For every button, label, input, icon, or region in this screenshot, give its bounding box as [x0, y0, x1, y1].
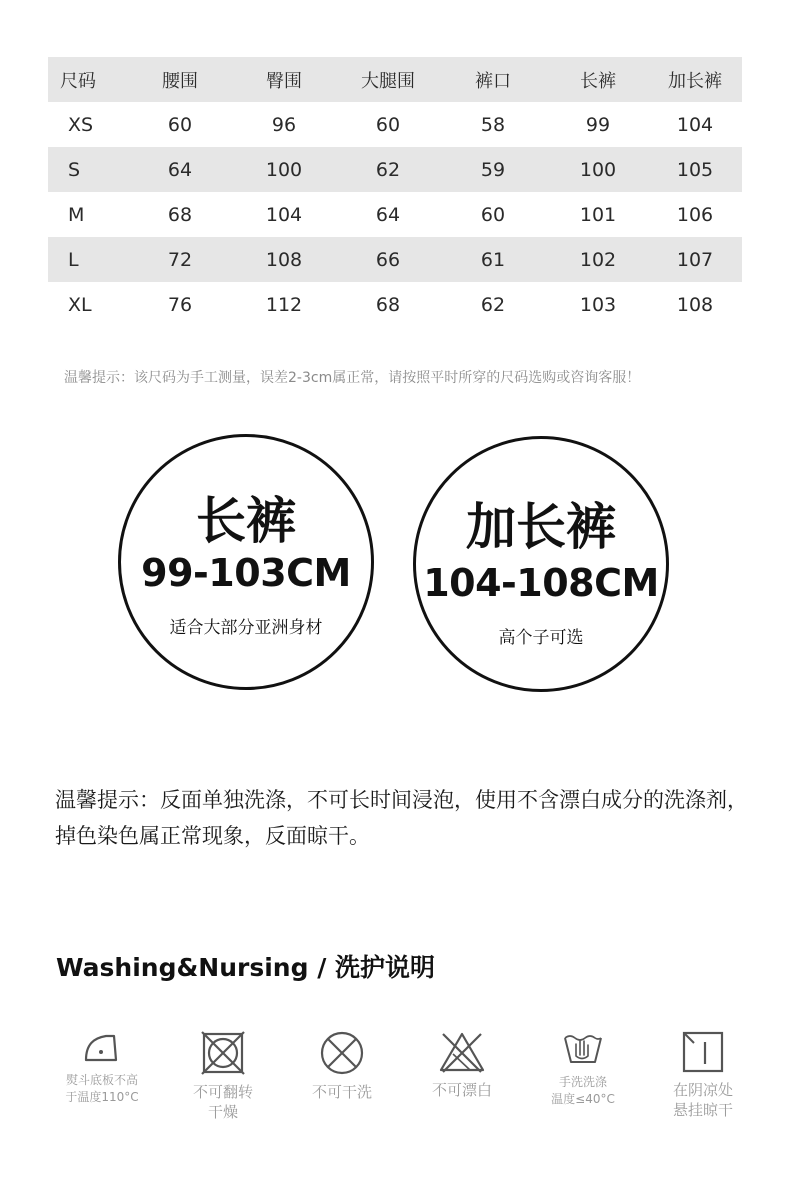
wash-item-no-tumble-dry [163, 1030, 283, 1122]
header-extra-long-pants: 加长裤 [668, 70, 722, 92]
table-cell: 76 [167, 293, 193, 316]
size-measurement-note: 温馨提示：该尺码为手工测量，误差2-3cm属正常，请按照平时所穿的尺码选购或咨询客服！ [64, 370, 641, 386]
wash-label-line: 不可干洗 [311, 1083, 372, 1101]
iron-icon [80, 1030, 124, 1064]
wash-label-line: 于温度110°C [65, 1090, 139, 1104]
no-bleach-icon [437, 1030, 487, 1074]
size-table [48, 57, 742, 327]
wash-label-line: 温度≤40°C [551, 1092, 615, 1106]
no-dry-clean-icon [319, 1030, 365, 1076]
table-cell: 60 [480, 203, 506, 226]
table-cell: 102 [579, 248, 617, 271]
washing-section-heading: Washing&Nursing / 洗护说明 [56, 953, 436, 982]
wash-item-iron [42, 1030, 162, 1106]
wash-label-line: 不可翻转 [192, 1083, 253, 1101]
length-option-title: 加长裤 [466, 498, 616, 556]
table-cell: 104 [265, 203, 303, 226]
shade-dry-icon [681, 1030, 725, 1074]
wash-label-line: 熨斗底板不高 [65, 1073, 138, 1087]
table-cell: 96 [271, 113, 297, 136]
header-leg-opening: 裤口 [475, 70, 511, 92]
table-cell: 61 [480, 248, 506, 271]
hand-wash-icon [561, 1030, 605, 1066]
table-cell: S [68, 158, 81, 181]
table-row [48, 147, 742, 192]
size-table-header [48, 57, 742, 102]
table-cell: 62 [480, 293, 506, 316]
length-option-desc: 高个子可选 [498, 628, 584, 648]
wash-item-no-dry-clean [282, 1030, 402, 1102]
table-cell: 60 [167, 113, 193, 136]
table-cell: 112 [265, 293, 303, 316]
wash-label-line: 手洗洗涤 [558, 1075, 607, 1089]
table-cell: L [68, 248, 79, 271]
wash-label-line: 不可漂白 [431, 1081, 492, 1099]
table-cell: 58 [480, 113, 506, 136]
wash-item-hand-wash [523, 1030, 643, 1108]
care-instructions-note: 温馨提示：反面单独洗涤，不可长时间浸泡，使用不含漂白成分的洗涤剂，掉色染色属正常现象，反面晾干。 [55, 788, 748, 848]
table-cell: 68 [375, 293, 401, 316]
length-option-desc: 适合大部分亚洲身材 [169, 618, 323, 638]
table-cell: 64 [167, 158, 193, 181]
table-row [48, 237, 742, 282]
table-cell: XS [68, 113, 94, 136]
wash-item-shade-dry [643, 1030, 763, 1120]
table-cell: 64 [375, 203, 401, 226]
no-tumble-dry-icon [200, 1030, 246, 1076]
header-long-pants: 长裤 [580, 70, 616, 92]
wash-item-no-bleach [402, 1030, 522, 1100]
table-row [48, 102, 742, 147]
table-cell: 62 [375, 158, 401, 181]
table-row [48, 282, 742, 327]
wash-label-line: 悬挂晾干 [672, 1101, 733, 1119]
length-option-size: 104-108CM [423, 561, 659, 605]
table-cell: 101 [579, 203, 617, 226]
length-option-regular [118, 434, 374, 690]
table-cell: 104 [676, 113, 714, 136]
header-size: 尺码 [60, 70, 96, 92]
table-cell: 107 [676, 248, 714, 271]
wash-label-line: 干燥 [207, 1103, 238, 1121]
table-cell: 100 [579, 158, 617, 181]
length-option-extra-long [413, 436, 669, 692]
table-cell: 99 [585, 113, 611, 136]
length-option-size: 99-103CM [141, 551, 351, 595]
table-cell: 60 [375, 113, 401, 136]
table-cell: 108 [265, 248, 303, 271]
table-cell: 72 [167, 248, 193, 271]
table-cell: 68 [167, 203, 193, 226]
wash-label-line: 在阴凉处 [672, 1081, 733, 1099]
table-row [48, 192, 742, 237]
table-cell: 103 [579, 293, 617, 316]
table-cell: 66 [375, 248, 401, 271]
table-cell: M [68, 203, 85, 226]
length-option-title: 长裤 [196, 492, 296, 550]
table-cell: 105 [676, 158, 714, 181]
header-thigh: 大腿围 [361, 70, 415, 92]
header-waist: 腰围 [162, 70, 198, 92]
table-cell: 108 [676, 293, 714, 316]
header-hip: 臀围 [266, 70, 302, 92]
table-cell: 100 [265, 158, 303, 181]
table-cell: 59 [480, 158, 506, 181]
table-cell: 106 [676, 203, 714, 226]
table-cell: XL [68, 293, 92, 316]
